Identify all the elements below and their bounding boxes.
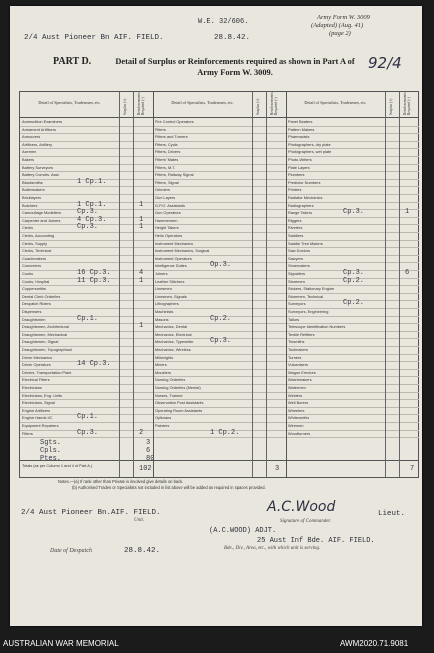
row-label: Mechanics, Electrical (155, 331, 192, 337)
row-label: Butchers (22, 202, 38, 208)
row-note: 1 Cp.2. (210, 428, 240, 437)
row-label: Clerks, Supply (22, 240, 48, 246)
formation-name: 25 Aust Inf Bde. AIF. FIELD. (257, 537, 375, 545)
row-label: Turners (288, 354, 302, 360)
row-label: Helio Operators (155, 233, 183, 238)
row-label: Masons (155, 316, 169, 322)
row-label: Coachmakers (22, 255, 47, 261)
archive-footer (0, 629, 434, 653)
formation-label: Bde., Div., Area, etc., with which unit is serving. (224, 546, 321, 551)
row-label: Hammermen (155, 217, 178, 223)
rank-label: Sgts. (40, 439, 62, 448)
row-label: Pharmacists (288, 134, 310, 140)
row-label: Armourers (22, 134, 41, 140)
header-surplus: Surplus (+) (123, 98, 127, 115)
row-label: Draughtsmen, Topographical (22, 347, 72, 352)
row-label: Bakers (22, 157, 35, 162)
row-label: Wheelers (288, 407, 305, 413)
row-label: Fitters, Signal (155, 179, 179, 185)
row-label: Ammunition Examiners (22, 119, 63, 124)
row-note: Cp.3. (77, 223, 99, 232)
row-label: Engine Hands I/C (22, 415, 53, 421)
report-date: 28.8.42. (214, 34, 251, 42)
row-label: Painters (155, 423, 170, 428)
row-label: Instrument Operators (155, 255, 192, 261)
row-label: Fitters (155, 126, 166, 132)
row-label: Vulcanisers (288, 362, 308, 368)
rank-label: Ptes. (40, 455, 62, 464)
part-title: PART D. (53, 56, 92, 67)
row-label: Saw Doctors (288, 248, 311, 254)
row-label: Woodturners (288, 430, 311, 436)
row-label: Wiremen (288, 423, 304, 428)
row-label: Riggers (288, 217, 302, 223)
header-surplus: Surplus (+) (389, 98, 393, 115)
rank-value: 80 (146, 455, 155, 464)
form-page (10, 6, 422, 626)
row-label: Clerks (22, 225, 34, 231)
row-note: Cp.3. (343, 269, 365, 277)
row-label: Tailors (288, 316, 300, 322)
row-label: Telescope Identification Numbers (288, 324, 346, 330)
row-reinforcements: 1 (139, 322, 144, 331)
row-label: Blacksmiths (22, 179, 43, 185)
despatch-date: 28.8.42. (124, 547, 161, 555)
row-label: Photo-Writers (288, 157, 312, 162)
row-label: Radiator Mechanics (288, 195, 323, 200)
row-label: Fire Control Operators (155, 119, 194, 124)
row-label: Fitters, Drivers (155, 149, 181, 155)
row-label: Height Takers (155, 225, 179, 231)
row-label: Predictor Numbers (288, 179, 321, 185)
row-label: Carpenter and Joiners (22, 217, 61, 223)
row-reinforcements: 1 (139, 200, 144, 209)
row-label: Storemen, Technical (288, 293, 324, 299)
row-label: Mechanics, Dental (155, 324, 188, 330)
row-label: Grinders (155, 187, 170, 193)
row-label: Driver Operators (22, 362, 51, 368)
row-reinforcements: 1 (139, 215, 144, 224)
row-label: Radiographers (288, 202, 314, 208)
row-label: Coppersmiths (22, 286, 47, 292)
column-divider (286, 92, 287, 477)
row-label: Miners (155, 362, 167, 368)
row-label: Well Borers (288, 400, 309, 406)
row-label: Opticians (155, 415, 172, 421)
specialists-table (19, 91, 419, 478)
footer-unit-label: Unit. (134, 518, 145, 523)
row-label: Electricians (22, 385, 42, 390)
row-label: Mechanics, Typewriter (155, 339, 194, 345)
row-note: 1 Cp.1. (77, 177, 107, 186)
row-label: Fitters, M.T. (155, 164, 176, 170)
row-note: Cp.1. (77, 314, 99, 323)
row-reinforcements: 1 (139, 276, 144, 285)
row-note: 14 Cp.3. (77, 360, 111, 369)
row-label: Axemen (22, 149, 37, 155)
row-label: Instrument Mechanics, Surgical (155, 248, 210, 254)
handwritten-reference: 92/4 (368, 54, 402, 72)
row-label: Fitters' Mates (155, 157, 179, 162)
row-label: Instrument Mechanics (155, 240, 194, 246)
signature-label: Signature of Commander. (280, 519, 332, 524)
row-note: Cp.3. (343, 208, 365, 217)
unit-name: 2/4 Aust Pioneer Bn AIF. FIELD. (24, 34, 164, 42)
row-label: Fitters, Railway Signal (155, 172, 194, 178)
row-note: Cp.3. (77, 208, 99, 217)
header-detail: Detail of Specialists, Tradesmen, etc. (171, 100, 234, 105)
row-label: Welders (288, 392, 303, 398)
rank-value: 6 (146, 447, 151, 456)
row-label: Artificers, Artillery (22, 141, 53, 147)
header-reinforcements: Reinforcements Required (-) (137, 92, 145, 115)
row-label: Moulders (155, 369, 172, 375)
row-label: Linesmen (155, 286, 172, 292)
row-label: Printers (288, 187, 302, 193)
row-label: Draughtsmen, Architectural (22, 324, 69, 330)
row-label: Electricians, Eng. Units (22, 392, 63, 398)
row-label: G.P.O. Assistants (155, 202, 185, 208)
row-label: Battery Comdrs. Asst. (22, 172, 60, 178)
row-label: Electricians, Signal (22, 400, 55, 406)
row-label: Wagon Erectors (288, 369, 316, 375)
row-label: Saddle Tree Makers (288, 240, 323, 246)
row-label: Fitters and Turners (155, 134, 188, 140)
row-label: Millwrights (155, 354, 174, 360)
rank-value: 3 (146, 439, 151, 448)
row-label: Machinists (155, 309, 174, 314)
row-note: Cp.3. (210, 337, 232, 346)
row-label: Watermen (288, 385, 306, 390)
row-label: Electrical Fitters (22, 377, 50, 383)
row-label: Range Takers (288, 210, 312, 216)
column-divider (153, 92, 154, 477)
row-label: Observation Post Assistants (155, 400, 204, 406)
row-label: Clerks, Technical (22, 248, 52, 254)
footer-unit: 2/4 Aust Pioneer Bn.AIF. FIELD. (21, 509, 161, 517)
row-label: Nurses, Trained (155, 392, 183, 398)
row-label: Camouflage Modellers (22, 210, 61, 216)
row-label: Draughtsmen, Mechanical (22, 331, 68, 337)
note-a: Notes.—(a) If rank other than Private is involved give details on back. (58, 479, 184, 484)
row-label: Equipment Repairers (22, 423, 59, 428)
rank-label: Cpls. (40, 447, 62, 456)
row-label: Concreters (22, 263, 42, 269)
row-note: 4 Cp.3. (77, 215, 107, 224)
header-reinforcements: Reinforcements Required (-) (270, 92, 278, 115)
row-label: Surveyors (288, 301, 306, 307)
row-label: Armament Artificers (22, 126, 56, 132)
row-label: Stokers, Stationary Engine (288, 286, 335, 292)
row-label: Fitters (22, 430, 33, 436)
row-label: Photographers, dry plate (288, 141, 331, 147)
row-label: Pattern Makers (288, 126, 315, 132)
row-label: Leather Stitchers (155, 278, 185, 284)
row-label: Operating Room Assistants (155, 407, 203, 413)
header-surplus: Surplus (+) (256, 98, 260, 115)
row-note: Cp.2. (210, 314, 232, 323)
row-note: 16 Cp.3. (77, 269, 111, 277)
row-note: 1 Cp.1. (77, 200, 107, 209)
row-label: Storemen (288, 278, 305, 284)
row-label: Draughtsmen (22, 316, 46, 322)
totals-label: Totals (as per Column 1 and 4 of Part A.) (22, 463, 93, 468)
row-label: Signallers (288, 271, 306, 276)
row-note: Cp.2. (343, 299, 365, 308)
row-reinforcements: 6 (405, 269, 410, 277)
row-label: Fitters, Cycle (155, 141, 178, 147)
despatch-label: Date of Despatch (50, 548, 92, 554)
surplus-divider (252, 92, 253, 477)
row-label: Drivers, Transportation Plant (22, 369, 72, 375)
row-label: Cooks, Hospital (22, 278, 50, 284)
row-label: Plumbers (288, 172, 305, 178)
row-note: Cp.3. (77, 428, 99, 437)
row-label: Panel Beaters (288, 119, 313, 124)
row-label: Toolmakers (288, 347, 308, 352)
reinforcements-divider (399, 92, 400, 477)
row-label: Nursing Orderlies (Mental) (155, 385, 201, 390)
table-header (20, 92, 418, 118)
row-label: Plate Layers (288, 164, 310, 170)
commander-rank: Lieut. (378, 510, 406, 518)
row-label: Watchmakers (288, 377, 312, 383)
row-note: Cp.2. (343, 276, 365, 285)
row-label: Photographers, wet plate (288, 149, 332, 155)
row-label: Surveyors, Engineering (288, 309, 329, 314)
archive-accession: AWM2020.71.9081 (340, 639, 409, 648)
header-detail: Detail of Specialists, Tradesmen, etc. (304, 100, 367, 105)
reinforcements-divider (133, 92, 134, 477)
row-label: Boilermakers (22, 187, 45, 193)
row-label: Nursing Orderlies (155, 377, 186, 383)
total-col3: 7 (410, 465, 415, 473)
row-label: Riveters (288, 225, 303, 231)
row-label: Tinsmiths (288, 339, 305, 345)
row-note: 11 Cp.3. (77, 276, 111, 285)
row-label: Linesmen, Signals (155, 293, 187, 299)
row-label: Clerks, Accounting (22, 233, 55, 238)
signatory-name: (A.C.WOOD) ADJT. (209, 527, 277, 535)
surplus-divider (119, 92, 120, 477)
row-label: Dental Clerk Orderlies (22, 293, 61, 299)
row-label: Shoemakers (288, 263, 310, 269)
form-page-number: (page 2) (329, 30, 351, 37)
header-detail: Detail of Specialists, Tradesmen, etc. (38, 100, 101, 105)
row-label: Gun Operators (155, 210, 181, 216)
row-label: Engine Artificers (22, 407, 51, 413)
totals-rule (20, 460, 418, 461)
row-label: Whitesmiths (288, 415, 310, 421)
row-reinforcements: 1 (405, 208, 410, 217)
row-label: Bricklayers (22, 195, 42, 200)
row-label: Cooks (22, 271, 34, 276)
row-reinforcements: 2 (139, 428, 144, 437)
row-label: Despatch Riders (22, 301, 51, 307)
note-b: (b) Authorised Trades or Specialists not included in list above will be added as required in spaces provided. (72, 485, 266, 490)
form-title: Army Form W. 3009 (317, 14, 370, 21)
row-reinforcements: 1 (139, 223, 144, 232)
row-label: Dispensers (22, 309, 42, 314)
row-label: Lithographers (155, 301, 179, 307)
header-reinforcements: Reinforcements Required (-) (403, 92, 411, 115)
row-label: Joiners (155, 271, 168, 276)
row-label: Driver Mechanics (22, 354, 53, 360)
row-label: Battery Surveyors (22, 164, 53, 170)
form-adapted: (Adapted) (Aug. 41) (311, 22, 364, 29)
row-reinforcements: 4 (139, 269, 144, 277)
surplus-divider (385, 92, 386, 477)
part-description: Detail of Surplus or Reinforcements required as shown in Part A of Army Form W. 3009. (115, 57, 355, 77)
row-label: Sawyers (288, 255, 303, 261)
row-note: Op.3. (210, 261, 232, 270)
row-label: Intelligence Duties (155, 263, 187, 269)
reinforcements-divider (266, 92, 267, 477)
row-label: Gun Layers (155, 195, 176, 200)
form-code: W.E. 32/606. (198, 18, 249, 26)
archive-name: AUSTRALIAN WAR MEMORIAL (3, 639, 119, 648)
total-col2: 3 (275, 465, 280, 473)
row-label: Textile Refitters (288, 331, 315, 337)
row-label: Saddlers (288, 233, 304, 238)
row-label: Draughtsmen, Signal (22, 339, 59, 345)
row-note: Cp.1. (77, 413, 99, 422)
total-col1: 102 (139, 465, 152, 473)
commander-signature: A.C.Wood (267, 499, 336, 515)
row-label: Mechanics, Wireless (155, 347, 191, 352)
